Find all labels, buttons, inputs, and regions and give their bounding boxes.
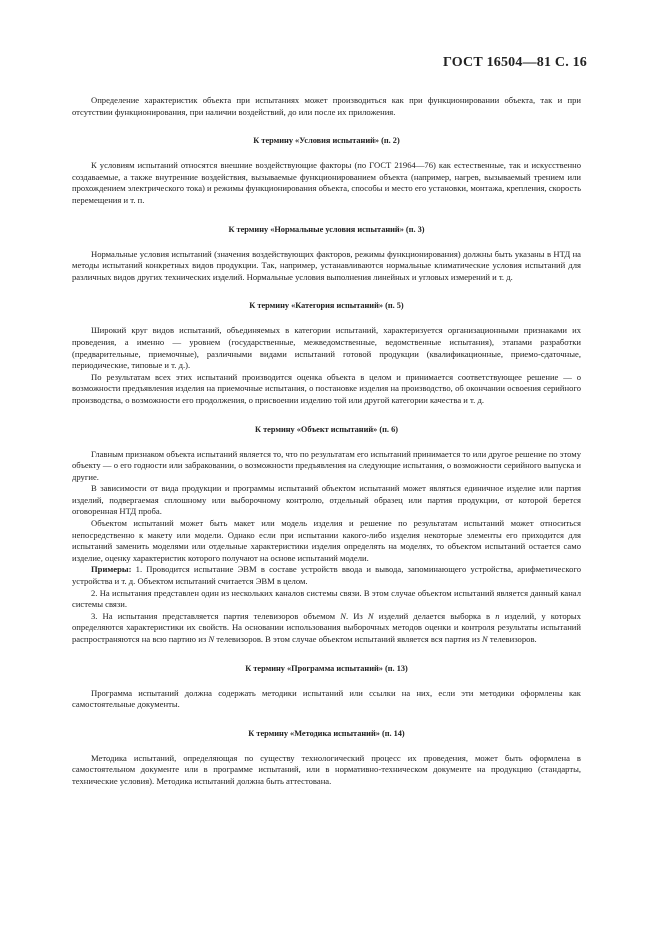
section-heading-normal-conditions: К термину «Нормальные условия испытаний» (п. 3) xyxy=(228,224,425,234)
ex3-part-a: 3. На испытания представляется партия телевизоров объемом xyxy=(91,610,341,621)
category-paragraph-2: По результатам всех этих испытаний производится оценка объекта в целом и принимается соответствующее решение — о возможности предъявления изделия на приемочные испытания, о постановке изделия на производство, об окончании освоения серийного производства, о возможности его продолжения, о присвоении изделию той или другой категории качества и т. д. xyxy=(72,371,581,405)
ex3-part-d: изделий, у которых определяются характеристики их свойств. На основании использования выборочных методов оценки и контроля результаты испытаний распространяются на всю партию из xyxy=(72,610,582,644)
ex3-var-small-n: n xyxy=(495,610,500,621)
document-body xyxy=(72,95,581,788)
ex3-var-n1: N xyxy=(340,610,346,621)
section-heading-object: К термину «Объект испытаний» (п. 6) xyxy=(255,424,398,434)
object-paragraph-1: Главным признаком объекта испытаний является то, что по результатам его испытаний принимается то или другое решение по этому объекту — о его годности или забраковании, о возможности предъявления на следующие испытания, о возможности серийного выпуска и другие. xyxy=(72,448,581,482)
example-1-text: 1. Проводится испытание ЭВМ в составе устройств ввода и вывода, запоминающего устройства, арифметического устройства и т. д. Объектом испытаний считается ЭВМ в целом. xyxy=(72,564,582,587)
intro-paragraph: Определение характеристик объекта при испытаниях может производиться как при функционировании объекта, так и при отсутствии функционирования, при наличии воздействий, до или после их приложения. xyxy=(72,95,581,117)
page-header: ГОСТ 16504—81 С. 16 xyxy=(443,55,587,70)
ex3-part-e: телевизоров. В этом случае объектом испытаний является вся партия из xyxy=(214,634,482,644)
conditions-paragraph: К условиям испытаний относятся внешние воздействующие факторы (по ГОСТ 21964—76) как естественные, так и искусственно создаваемые, а также внутренние воздействия, вызываемые функционированием объекта (например, нагрев, вызываемый трением или прохождением электрического тока) и режимы функционирования объекта, способы и место его установки, монтажа, крепления, скорость перемещения и т. п. xyxy=(72,160,581,205)
method-paragraph: Методика испытаний, определяющая по существу технологический процесс их проведения, может быть оформлена в самостоятельном документе или в программе испытаний, или в нормативно-техническом документе на продукцию (стандарты, технические условия). Методика испытаний должна быть аттестована. xyxy=(72,752,581,786)
section-heading-category: К термину «Категория испытаний» (п. 5) xyxy=(249,301,404,311)
example-3 xyxy=(72,611,581,646)
section-heading-method: К термину «Методика испытаний» (п. 14) xyxy=(248,728,405,738)
example-2: 2. На испытания представлен один из нескольких каналов системы связи. В этом случае объектом испытаний является данный канал системы связи. xyxy=(72,587,581,610)
ex3-var-n2: N xyxy=(367,610,374,621)
object-paragraph-2: В зависимости от вида продукции и программы испытаний объектом испытаний может являться единичное изделие или партия изделий, подвергаемая сплошному или выборочному контролю, отдельный образец или партия продукции, от которой берется оговоренная НТД проба. xyxy=(72,483,581,517)
example-1 xyxy=(72,564,581,587)
ex3-part-b: . Из xyxy=(345,610,368,621)
section-heading-program: К термину «Программа испытаний» (п. 13) xyxy=(245,663,408,673)
object-paragraph-3: Объектом испытаний может быть макет или модель изделия и решение по результатам испытаний может относиться непосредственно к макету или модели. Однако если при испытании какого-либо изделия некоторые элементы его приходится для испытаний заменить моделями или отдельные характеристики изделия определять на моделях, то объектом испытаний остается само изделие, оценку характеристик которого получают на основе испытаний модели. xyxy=(72,518,581,563)
ex3-var-n3: N xyxy=(208,634,215,644)
ex3-part-c: изделий делается выборка в xyxy=(373,610,496,621)
examples-label: Примеры: xyxy=(91,564,132,575)
program-paragraph: Программа испытаний должна содержать методики испытаний или ссылки на них, если эти методики оформлены как самостоятельные документы. xyxy=(72,687,581,710)
ex3-var-n4: N xyxy=(482,634,488,644)
category-paragraph-1: Широкий круг видов испытаний, объединяемых в категории испытаний, характеризуется организационными признаками их проведения, а именно — уровнем (государственные, межведомственные, ведомственные испытания), этапами разработки (предварительные, приемочные), различными видами испытаний готовой продукции (квалификационные, приемо-сдаточные, периодические, типовые и т. д.). xyxy=(72,325,581,371)
section-heading-conditions: К термину «Условия испытаний» (п. 2) xyxy=(253,136,400,146)
normal-conditions-paragraph: Нормальные условия испытаний (значения воздействующих факторов, режимы функционирования) должны быть указаны в НТД на методы испытаний конкретных видов продукции. Так, например, устанавливаются нормальные климатические условия испытаний для различных видов других технических изделий. Нормальные условия выполнения линейных и угловых измерений и т. д. xyxy=(72,248,581,282)
ex3-part-f: телевизоров. xyxy=(487,634,537,644)
